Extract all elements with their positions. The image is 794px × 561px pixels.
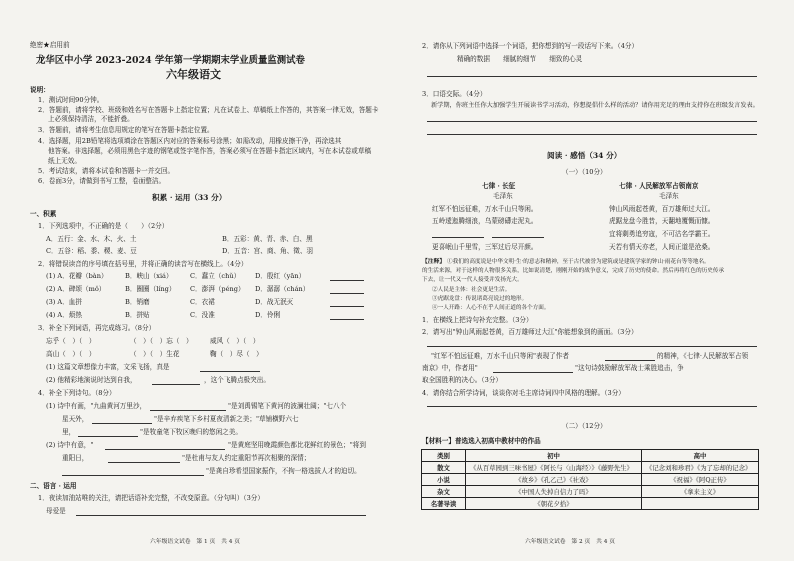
poem-line: 五岭逶迤腾细浪，乌蒙磅礴走泥丸。 bbox=[432, 217, 538, 225]
q4-text: "是刘禹锡笔下黄河的波澜壮阔；"七八个 bbox=[228, 402, 347, 410]
q3-item: （ ）（ ）忘（ ） bbox=[130, 337, 193, 345]
table-cell bbox=[641, 498, 758, 510]
table-row bbox=[422, 474, 759, 486]
answer-line bbox=[493, 372, 573, 373]
page-footer: 六年级语文试卷 第 2 页 共 4 页 bbox=[525, 539, 616, 545]
option: D．五音：宫、商、角、徵、羽 bbox=[222, 247, 314, 255]
q4-text: (2) 诗中有意，" bbox=[46, 441, 94, 449]
section-heading: 阅读 · 感悟（34 分） bbox=[547, 151, 622, 160]
annotation-line: ③虎踞龙盘：传说诸葛亮说过的地形。 bbox=[432, 296, 528, 302]
answer-line bbox=[330, 280, 364, 281]
question-c: 取全国胜利的决心。（3分） bbox=[422, 376, 503, 384]
q5-prompt: 母爱是 bbox=[46, 507, 66, 515]
question-2: 2．将错误读音的序号填在括号里，并将正确的读音写在横线上。（4分） bbox=[38, 260, 248, 268]
table-cell: 杂文 bbox=[422, 486, 466, 498]
answer-line bbox=[105, 449, 225, 450]
note-line: 2．答题前，请将学校、班级和姓名写在答题卡上指定位置；凡在试卷上、草稿纸上作答的，其答案一律无效，答题卡 bbox=[38, 106, 379, 114]
question-c: "这句诗鼓励解放军战士乘胜追击，争 bbox=[575, 364, 684, 372]
q4-text: 重阳日， bbox=[62, 454, 89, 462]
option: B．五彩：黄、青、赤、白、黑 bbox=[222, 235, 313, 243]
material-heading: 【材料一】普选选入初高中教材中的作品 bbox=[422, 437, 541, 445]
answer-line bbox=[432, 237, 484, 238]
exam-title: 龙华区中小学 2023-2024 学年第一学期期末学业质量监测试卷 bbox=[36, 55, 305, 66]
section-heading: 积累 · 运用（33 分） bbox=[152, 193, 227, 202]
note-line: 他答案。非选择题，必须用黑色字迹的钢笔或签字笔作答，答案必须写在答题卡指定区域内，写在本试卷或草稿 bbox=[48, 147, 372, 155]
answer-line bbox=[427, 406, 757, 407]
option: A．五行：金、水、木、火、土 bbox=[46, 235, 137, 243]
part-heading: 二、语言 · 运用 bbox=[30, 482, 77, 490]
q4-text: 里， bbox=[62, 428, 76, 436]
q4-text: "是杜甫与友人约定重阳节再次相聚的深情； bbox=[182, 454, 311, 462]
question-1: 1．下列选项中，不正确的是（ ）（2分） bbox=[38, 222, 169, 230]
table-header-cell: 类别 bbox=[422, 450, 466, 462]
answer-line bbox=[62, 475, 204, 476]
answer-line bbox=[150, 410, 226, 411]
poem-line: 更喜岷山千里雪，三军过后尽开颜。 bbox=[432, 243, 538, 251]
poem-title: 七律 · 人民解放军占领南京 bbox=[619, 182, 699, 190]
question-b: 2．请写出"钟山风雨起苍黄，百万雄师过大江"你能想象到的画面。（3分） bbox=[422, 328, 638, 336]
poem-line: 红军不怕远征难，万水千山只等闲。 bbox=[432, 205, 538, 213]
annotation-line: 的生活来源，对于这样的人物很多关系，比如说清楚，刚刚开始的战争意义，完成了历史的使命。然后再将红色的历史传承 bbox=[422, 268, 725, 274]
q2-row: B．峡山（xiá） bbox=[125, 272, 173, 280]
question-5: 1．夜读加油站唯的关注，请把话语补充完整，不改变原意。（分句叫）（3分） bbox=[38, 494, 264, 502]
note-line: 纸上无效。 bbox=[48, 157, 81, 165]
question-d: 4．请你结合所学诗词，谈谈你对毛主席诗词四中风格的理解。（3分） bbox=[422, 389, 625, 397]
q3-sentence: (2) 他精彩地演说时达到自我， bbox=[46, 376, 137, 384]
q2-row: (3) A．血拼 bbox=[46, 298, 82, 306]
answer-line bbox=[200, 371, 260, 372]
q2-row: C．蠢立（chǔ） bbox=[190, 272, 241, 280]
part-heading: 一、积累 bbox=[30, 210, 57, 218]
q2-row: D．伶俐 bbox=[255, 311, 281, 319]
poem-author: 毛泽东 bbox=[659, 192, 679, 200]
q2-row: (4) A．烦热 bbox=[46, 311, 82, 319]
table-cell: 《朝花夕拾》 bbox=[466, 498, 642, 510]
table-header-cell: 高中 bbox=[641, 450, 758, 462]
q3-item: 鞠（ ）尽（ ） bbox=[210, 350, 263, 358]
page-footer: 六年级语文试卷 第 1 页 共 4 页 bbox=[150, 539, 241, 545]
answer-line bbox=[427, 134, 757, 135]
annotation-line: 下去，让一代又一代人接受并发扬光大。 bbox=[422, 277, 523, 283]
answer-line bbox=[76, 515, 366, 516]
answer-line bbox=[330, 319, 364, 320]
q3-item: 忘乎（ ）（ ） bbox=[46, 337, 96, 345]
notes-heading: 说明： bbox=[30, 86, 50, 94]
q4-text: "是辛弃疾笔下乡村夏夜清新之美；"草铺横野六七 bbox=[154, 415, 299, 423]
answer-line bbox=[605, 360, 655, 361]
answer-line bbox=[427, 346, 757, 347]
q2-row: D．战无泯灭 bbox=[255, 298, 294, 306]
note-line: 上必须保持清洁，不能折叠。 bbox=[48, 115, 134, 123]
q4-text: "是牧童笔下牧区晚归的悠闲之美。 bbox=[140, 428, 242, 436]
table-cell: 《拿来主义》 bbox=[641, 486, 758, 498]
question-7: 3．口语交际。（4分） bbox=[422, 90, 487, 98]
poem-line: 宜将剩勇追穷寇，不可沽名学霸王。 bbox=[609, 230, 715, 238]
table-row bbox=[422, 486, 759, 498]
answer-line bbox=[78, 436, 138, 437]
answer-line bbox=[152, 384, 200, 385]
poem-line: 虎踞龙盘今胜昔，天翻地覆慨而慷。 bbox=[609, 217, 715, 225]
part-label: （二）（12分） bbox=[562, 422, 607, 430]
table-cell: 《祝福》《阿Q正传》 bbox=[641, 474, 758, 486]
question-3: 3．补全下列词语，再完成练习。（8分） bbox=[38, 324, 156, 332]
exam-subtitle: 六年级语文 bbox=[166, 68, 221, 81]
table-row bbox=[422, 462, 759, 474]
question-4: 4．补全下列诗句。（8分） bbox=[38, 389, 116, 397]
q4-text: (1) 诗中有画，"九曲黄河万里沙， bbox=[46, 402, 147, 410]
q2-row: (2) A．碑颂（mǒ） bbox=[46, 285, 106, 293]
question-6: 2．请你从下列词语中选择一个词语，把你想到的写一段话写下来。（4分） bbox=[422, 42, 639, 50]
q3-sentence: (1) 这篇文章想像力丰富，文采飞扬，真是 bbox=[46, 363, 170, 371]
table-header-row bbox=[422, 450, 759, 462]
table-header-cell: 初中 bbox=[466, 450, 642, 462]
table-cell: 《故乡》《孔乙己》《社戏》 bbox=[466, 474, 642, 486]
q4-text: 星天外， bbox=[62, 415, 89, 423]
question-c: 的精神，《七律·人民解放军占领 bbox=[657, 352, 749, 360]
table-cell: 散文 bbox=[422, 462, 466, 474]
question-c: 南京》中，作者用" bbox=[422, 364, 478, 372]
q2-row: C．衣裙 bbox=[190, 298, 215, 306]
q2-row: B．圈圈（líng） bbox=[125, 285, 176, 293]
annotation-heading: 【注释】 bbox=[422, 259, 446, 265]
annotation-line: ④一人开路：人心不在乎人间正道的各个方面。 bbox=[432, 305, 550, 311]
answer-line bbox=[427, 121, 757, 122]
annotation-line: ①我们的高度说是中华文明·生·的意志和精神，至于古代被誉为建筑或是建筑学家的钟山·雨花台等等地名。 bbox=[447, 259, 710, 265]
q3-sentence-end: ，这个飞腾点极突出。 bbox=[204, 376, 270, 384]
question-a: 1．在横线上把诗句补充完整。（3分） bbox=[422, 316, 533, 324]
table-cell: 《记念刘和珍君》《为了忘却的记念》 bbox=[641, 462, 758, 474]
poem-line: 钟山风雨起苍黄，百万雄师过大江。 bbox=[609, 205, 715, 213]
q4-text: "是黄庭坚用晚霞颜色都比花鲜红的景色；"将到 bbox=[228, 441, 366, 449]
note-line: 4．选择题，用2B铅笔将选项填涂在答题区内对应的答案标号涂黑；如需改动，用橡皮擦干净，再涂选其 bbox=[38, 137, 342, 145]
q2-row: D．殷红（yān） bbox=[255, 272, 306, 280]
q3-item: 威风（ ）（ ） bbox=[210, 337, 260, 345]
poem-author: 毛泽东 bbox=[493, 192, 513, 200]
table-cell: 《从百草园到三味书屋》《阿长与〈山海经〉》《藤野先生》 bbox=[466, 462, 642, 474]
poem-title: 七律 · 长征 bbox=[482, 182, 516, 190]
poem-line: 天若有情天亦老，人间正道是沧桑。 bbox=[609, 243, 715, 251]
answer-line bbox=[108, 462, 180, 463]
page-2 bbox=[397, 0, 794, 561]
part-label: （一）（10分） bbox=[562, 168, 607, 176]
answer-line bbox=[330, 293, 364, 294]
table-row bbox=[422, 498, 759, 510]
works-table bbox=[421, 449, 759, 510]
note-line: 5．考试结束，请将本试卷和答题卡一并交回。 bbox=[38, 167, 175, 175]
note-line: 1．测试时间90分钟。 bbox=[38, 96, 104, 104]
q2-row: D．潺潺（chán） bbox=[255, 285, 310, 293]
answer-line bbox=[492, 237, 544, 238]
answer-line bbox=[92, 423, 152, 424]
q2-row: C．没准 bbox=[190, 311, 215, 319]
question-c: "红军不怕远征难，万水千山只等闲"表现了作者 bbox=[431, 352, 569, 360]
answer-line bbox=[330, 306, 364, 307]
q3-item: （ ）（ ）生花 bbox=[130, 350, 180, 358]
table-cell: 名著导读 bbox=[422, 498, 466, 510]
table-cell: 《中国人失掉自信力了吗》 bbox=[466, 486, 642, 498]
annotation-line: ②人民是主体：社会更是生活。 bbox=[432, 287, 511, 293]
q4-text: "是龚自珍希望国家振作，不拘一格选拔人才的迫切。 bbox=[206, 467, 361, 475]
q2-row: B．销磨 bbox=[125, 298, 150, 306]
q2-row: C．澎湃（péng） bbox=[190, 285, 245, 293]
q7-text: 新学期，你班主任你大加强学生开展读书学习活动，你想提倡什么样的活动？请你用充足的理由支持你在班级发言发表。 bbox=[431, 102, 759, 109]
note-line: 3．答题前，请将考生信息用规定的笔写在答题卡指定位置。 bbox=[38, 126, 214, 134]
note-line: 6．卷面3分，请做到书写工整，卷面整洁。 bbox=[38, 177, 166, 185]
secret-label: 绝密★启用前 bbox=[30, 41, 70, 49]
q2-row: B．拼贴 bbox=[125, 311, 150, 319]
q2-row: (1) A．花瓣（bàn） bbox=[46, 272, 108, 280]
table-cell: 小说 bbox=[422, 474, 466, 486]
option: C．五谷：稻、黍、稷、麦、豆 bbox=[46, 247, 137, 255]
q3-item: 高山（ ）（ ） bbox=[46, 350, 96, 358]
answer-line bbox=[427, 76, 757, 77]
word-options: 精确的数据 细腻的细节 细致的心灵 bbox=[457, 55, 583, 63]
